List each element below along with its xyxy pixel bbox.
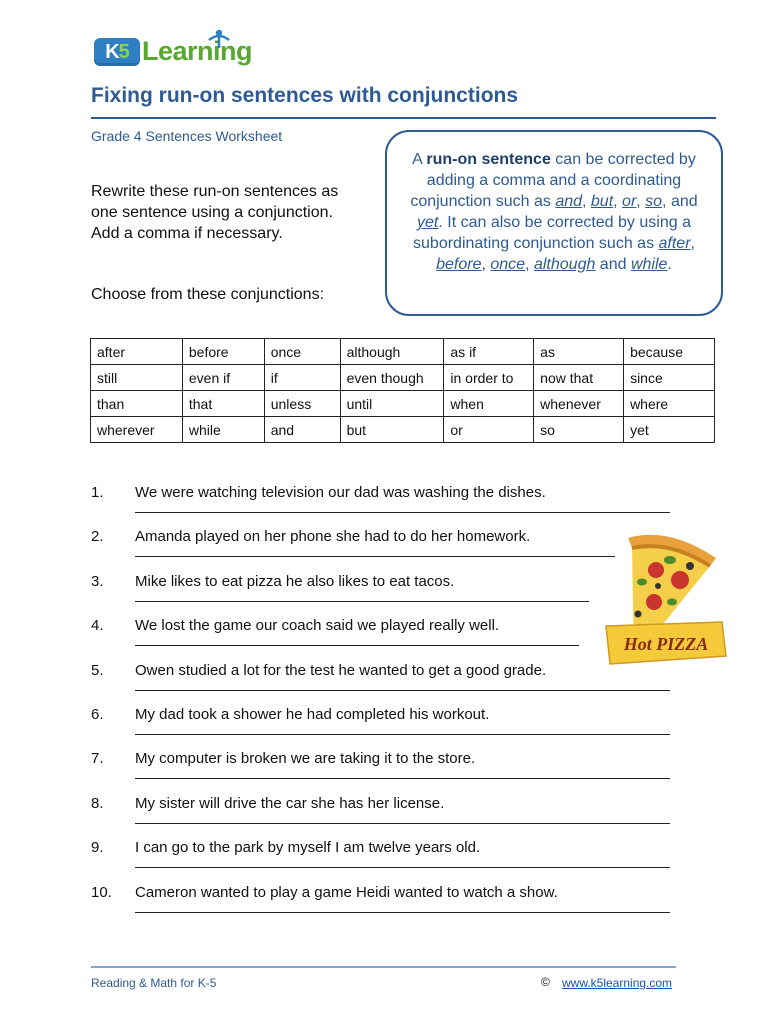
run-on-info-box [385, 130, 723, 316]
info-word-yet: yet [417, 214, 439, 231]
info-text: , [636, 193, 646, 210]
question-text: My dad took a shower he had completed his workout. [135, 706, 490, 723]
info-word-after: after [658, 235, 691, 252]
conjunction-cell: since [624, 365, 715, 391]
question-number: 1. [91, 484, 104, 501]
answer-line[interactable] [135, 734, 670, 735]
question-number: 2. [91, 528, 104, 546]
conjunction-cell: while [182, 417, 264, 443]
conjunction-cell: even if [182, 365, 264, 391]
pizza-slice-icon [598, 530, 732, 676]
question-number: 8. [91, 794, 104, 812]
logo-figure-icon [206, 28, 232, 50]
info-text: , and [662, 193, 698, 210]
pizza-label: Hot PIZZA [623, 634, 709, 654]
conjunction-cell: as [534, 339, 624, 365]
question-text: I can go to the park by myself I am twelve years old. [135, 839, 481, 857]
question-text: Cameron wanted to play a game Heidi wanted to watch a show. [135, 883, 558, 901]
conjunction-row [91, 365, 715, 391]
conjunction-table [90, 338, 715, 443]
info-word-so: so [645, 193, 663, 210]
answer-line[interactable] [135, 512, 670, 513]
info-word-and: and [555, 193, 583, 210]
info-text: . [667, 256, 672, 273]
info-bold-term: run-on sentence [426, 151, 551, 168]
info-word-before: before [436, 256, 482, 273]
question-text: My computer is broken we are taking it to the store. [135, 750, 476, 768]
answer-line[interactable] [135, 556, 615, 557]
conjunction-cell: now that [534, 365, 624, 391]
question-number: 9. [91, 839, 104, 857]
conjunction-cell: where [624, 391, 715, 417]
conjunction-row [91, 339, 715, 365]
conjunction-cell: yet [624, 417, 715, 443]
k5-website-link[interactable]: www.k5learning.com [562, 976, 673, 990]
question-number: 6. [91, 706, 104, 723]
conjunction-cell: because [624, 339, 715, 365]
answer-line[interactable] [135, 912, 670, 913]
conjunction-cell: if [264, 365, 340, 391]
conjunction-cell: than [91, 391, 183, 417]
logo-k: K [105, 41, 119, 63]
conjunction-cell: when [444, 391, 534, 417]
answer-line[interactable] [135, 867, 670, 868]
conjunction-cell: once [264, 339, 340, 365]
conjunction-cell: unless [264, 391, 340, 417]
question-text: Owen studied a lot for the test he wanted to get a good grade. [135, 661, 547, 679]
footer-divider [91, 966, 676, 968]
info-text: , [582, 193, 591, 210]
conjunction-cell: as if [444, 339, 534, 365]
info-text: A [412, 151, 427, 168]
info-text: . It can also be corrected by using a subordinating conjunction such as [413, 214, 691, 252]
question-number: 4. [91, 617, 104, 635]
conjunction-cell: before [182, 339, 264, 365]
conjunction-cell: whenever [534, 391, 624, 417]
conjunction-cell: that [182, 391, 264, 417]
question-number: 10. [91, 883, 112, 901]
info-text: , [690, 235, 695, 252]
question-number: 3. [91, 572, 104, 590]
conjunction-cell: still [91, 365, 183, 391]
answer-line[interactable] [135, 690, 670, 691]
choose-label: Choose from these conjunctions: [91, 286, 325, 303]
info-word-although: although [533, 256, 596, 273]
answer-line[interactable] [135, 778, 670, 779]
conjunction-row [91, 391, 715, 417]
answer-line[interactable] [135, 823, 670, 824]
conjunction-cell: wherever [91, 417, 183, 443]
conjunction-row [91, 417, 715, 443]
conjunction-cell: or [444, 417, 534, 443]
conjunction-cell: but [340, 417, 444, 443]
answer-line[interactable] [135, 601, 589, 602]
logo-5: 5 [118, 41, 129, 63]
answer-line[interactable] [135, 645, 579, 646]
title-divider [91, 117, 716, 119]
info-text: , [525, 256, 534, 273]
copyright-symbol: © [541, 975, 550, 989]
k5-badge [94, 38, 140, 66]
conjunction-cell: and [264, 417, 340, 443]
conjunction-cell: so [534, 417, 624, 443]
question-text: We lost the game our coach said we played really well. [135, 617, 500, 635]
question-text: We were watching television our dad was washing the dishes. [135, 484, 546, 501]
instructions: Rewrite these run-on sentences as one sentence using a conjunction. Add a comma if necessary. [91, 183, 339, 242]
footer-tagline: Reading & Math for K-5 [91, 976, 217, 990]
question-number: 5. [91, 661, 104, 679]
info-text: and [595, 256, 631, 273]
info-word-while: while [630, 256, 668, 273]
conjunction-cell: although [340, 339, 444, 365]
conjunction-cell: even though [340, 365, 444, 391]
info-word-but: but [590, 193, 614, 210]
conjunction-cell: until [340, 391, 444, 417]
info-text: can be corrected by adding a comma and a coordinating conjunction such as [410, 151, 696, 210]
logo-word: Learning [142, 36, 253, 66]
conjunction-cell: in order to [444, 365, 534, 391]
conjunction-cell: after [91, 339, 183, 365]
worksheet-subtitle: Grade 4 Sentences Worksheet [91, 128, 283, 144]
question-text: Amanda played on her phone she had to do her homework. [135, 528, 531, 546]
question-text: My sister will drive the car she has her license. [135, 794, 445, 812]
info-text: , [613, 193, 623, 210]
k5-learning-logo [94, 34, 264, 74]
question-text: Mike likes to eat pizza he also likes to eat tacos. [135, 572, 455, 590]
question-number: 7. [91, 750, 104, 768]
info-word-or: or [622, 193, 637, 210]
page-title: Fixing run-on sentences with conjunctions [91, 84, 519, 107]
info-text: , [481, 256, 491, 273]
info-word-once: once [490, 256, 526, 273]
